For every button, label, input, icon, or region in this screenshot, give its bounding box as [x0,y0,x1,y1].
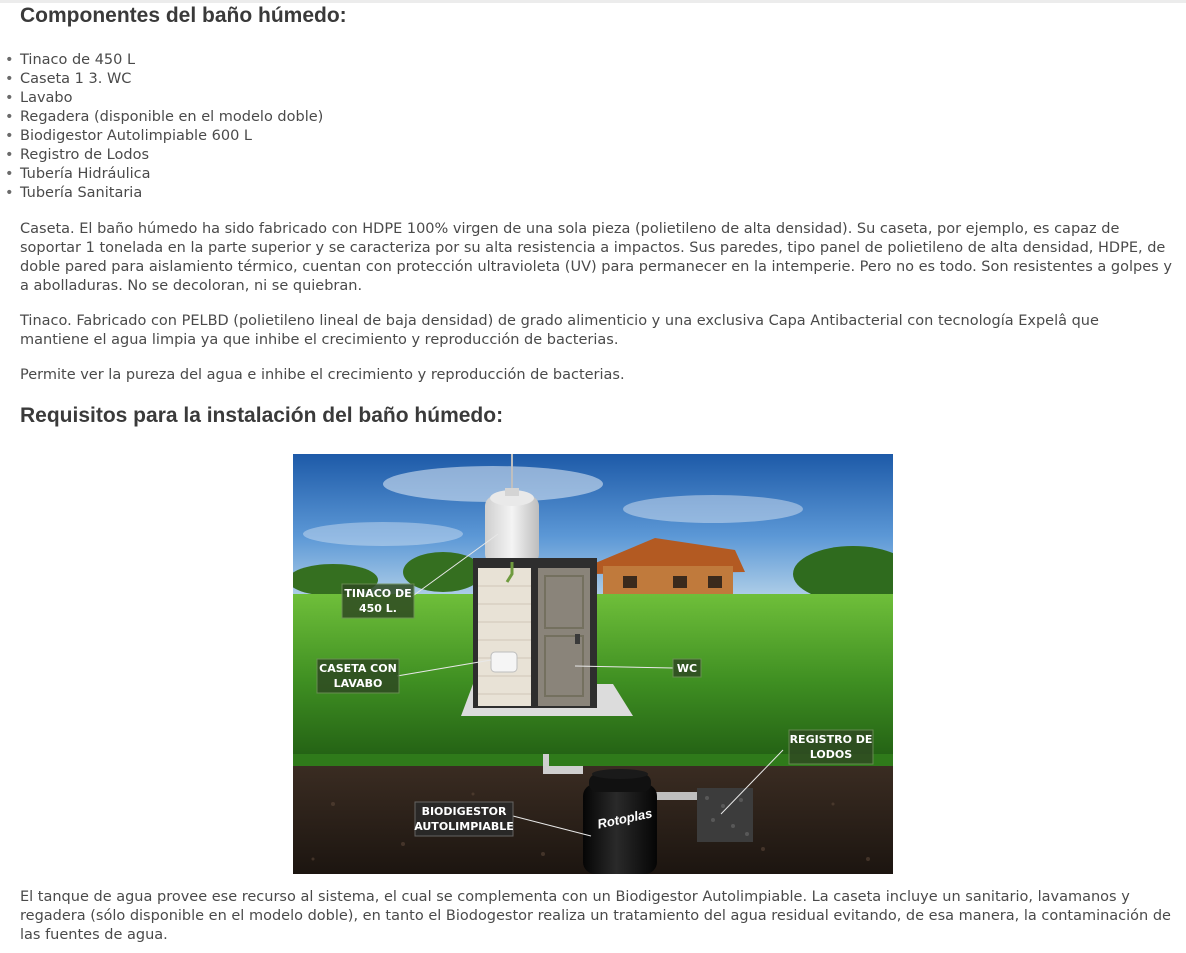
components-list [20,51,323,203]
installation-illustration [293,454,893,874]
label-caseta-line1: CASETA CON [319,662,397,675]
house-window [623,576,637,588]
cloud [623,495,803,523]
label-registro-line1: REGISTRO DE [789,733,873,746]
label-biodigestor-line2: AUTOLIMPIABLE [414,820,514,833]
tinaco-tank [485,496,539,564]
sistema-paragraph: El tanque de agua provee ese recurso al sistema, el cual se complementa con un Biodigestor Autolimpiable. La caseta incluye un sanitario, lavamanos y regadera (sólo disponible en el modelo doble), en tanto el Biodogestor realiza un tratamiento del agua residual evitando, de esa manera, la contaminación de las fuentes de agua. [20,889,1171,943]
list-item: • Registro de Lodos [20,146,323,165]
label-wc-text: WC [676,662,698,675]
label-tinaco-line1: TINACO DE [344,587,412,600]
list-item: • Regadera (disponible en el modelo doble) [20,108,323,127]
tinaco-paragraph: Tinaco. Fabricado con PELBD (polietileno lineal de baja densidad) de grado alimenticio y una exclusiva Capa Antibacterial con tecnología Expelâ que mantiene el agua limpia ya que inhibe el crecimiento y reproducción de bacterias. [20,313,1099,348]
biodigestor-tank [583,784,657,874]
registro-lodos [697,788,753,842]
rotoplas-logo: Rotoplas [596,805,654,832]
top-divider [0,0,1186,3]
lavabo-sink [491,652,517,672]
requirements-heading: Requisitos para la instalación del baño húmedo: [20,404,504,427]
label-caseta-line2: LAVABO [333,677,383,690]
label-biodigestor-line1: BIODIGESTOR [421,805,507,818]
cloud [303,522,463,546]
list-item: • Tinaco de 450 L [20,51,323,70]
caseta-paragraph: Caseta. El baño húmedo ha sido fabricado con HDPE 100% virgen de una sola pieza (polietileno de alta densidad). Su caseta, por ejemplo, es capaz de soportar 1 tonelada en la parte superior y se caracteriza por su alta resistencia a impactos. Sus paredes, tipo panel de polietileno de alta densidad, HDPE, de doble pared para aislamiento térmico, cuentan con protección ultravioleta (UV) para permanecer en la intemperie. Pero no es todo. Son resistentes a golpes y a abolladuras. No se decoloran, ni se quiebran. [20,221,1172,294]
door-handle [575,634,580,644]
pureza-paragraph: Permite ver la pureza del agua e inhibe el crecimiento y reproducción de bacterias. [20,367,625,383]
tree [403,552,483,592]
list-item: • Lavabo [20,89,323,108]
list-item: • Tubería Hidráulica [20,165,323,184]
list-item: • Biodigestor Autolimpiable 600 L [20,127,323,146]
label-registro-line2: LODOS [809,748,853,761]
components-heading: Componentes del baño húmedo: [20,4,347,27]
list-item: • Caseta 1 3. WC [20,70,323,89]
caseta-left-panel [478,568,531,706]
list-item: • Tubería Sanitaria [20,184,323,203]
tinaco-cap [505,488,519,496]
house-window [673,576,687,588]
label-tinaco-line2: 450 L. [359,602,397,615]
house-window [708,576,722,588]
sanitary-pipe [653,792,703,800]
